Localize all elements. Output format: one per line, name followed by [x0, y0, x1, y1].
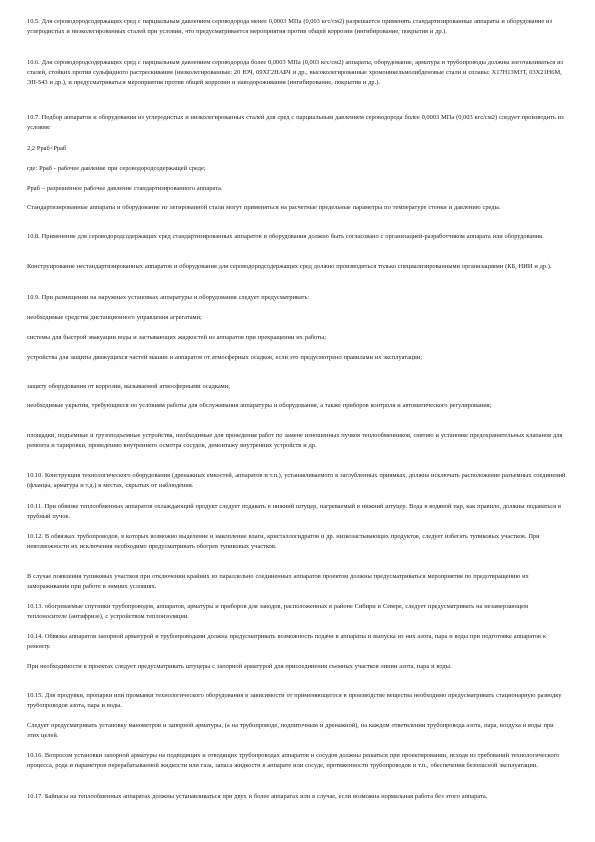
paragraph-10-12: 10.12. В обвязках трубопроводов, в которых возможно выделение и накопление влаги, кристаллогидратов и др. низкозастывающих продуктов, следует избегать тупиковых участков. При невозможности их исключения необходимо предусматривать обогрев тупиковых участков. — [27, 533, 540, 550]
paragraph-10-16: 10.16. Вопросом установки запорной арматуры на подводящих и отводящих трубопроводах аппаратов и сосудов должны решаться при проектировании, исходя из требований технологического процесса, рода и параметров перерабатываемой жидкости или газа, запаса жидкости в аппарате или сосуде, протяженности трубопроводов и т.п., обеспечения безопасной эксплуатации. — [27, 752, 560, 769]
paragraph-where-rrab: где: Рраб - рабочее давление при сероводородсодержащей среде; — [27, 165, 206, 172]
paragraph-10-7: 10.7. Подбор аппаратов и оборудования из углеродистых и низколегированных сталей для сред с парциальным давлением сероводорода более 0,0003 МПа (0,003 кгс/см2) следует производить из условия: — [27, 114, 564, 131]
paragraph-10-10: 10.10. Конструкция технологического оборудования (дренажных емкостей, аппаратов и т.п.), устанавливаемого в заглубленных приямках, должна исключать расположение разъемных соединений (фланцы, арматура и т.д.) в местах, скрытых от наблюдения. — [27, 472, 566, 489]
paragraph-10-13: 10.13. обогреваемые спутники трубопроводов, аппаратов, арматуры и приборов для заводов, расположенных в районе Сибири и Севере, следует предусматривать на незамерзающем теплоносителе (антифризе), с устройством теплоизоляции. — [27, 603, 529, 620]
paragraph-standard-alloy: Стандартизированные аппараты и оборудование из легированной стали могут применяться на расчетные предельные параметры по температуре стенки и давлению среды. — [27, 204, 501, 211]
paragraph-remote-control: необходимые средства дистанционного управления агрегатами; — [27, 314, 202, 321]
paragraph-nozzles: При необходимости в проектах следует предусматривать штуцеры с запорной арматурой для присоединения съемных участков линии азота, пара и воды. — [27, 663, 452, 670]
paragraph-platforms: площадки, подъемные и грузоподъемные устройства, необходимые для проведения работ по замене изношенных пучков теплообменников, снятию и установке предохранительных клапанов для ремонта и тарировки, проведению внутреннего осмотра сосудов, демонтажу внутренних устройств и др. — [27, 432, 563, 449]
paragraph-10-11: 10.11. При обвязке теплообменных аппаратов охлаждающий продукт следует подавать в нижний штуцер, нагреваемый в нижний штуцер. Вода в водяной пар, как правило, должны подаваться в трубный пучок. — [27, 503, 562, 520]
paragraph-manometers: Следует предусматривать установку манометров и запорной арматуры, (а на трубопроводе, подпиточным и дренажной), на каждом ответвлении трубопровода азота, пара, воздуха и воды при этих целей. — [27, 722, 554, 739]
paragraph-formula: 2,2 Рраб<Рраб — [27, 145, 67, 152]
paragraph-corrosion: защиту оборудования от коррозии, вызываемой атмосферными осадками; — [27, 383, 230, 390]
paragraph-weather-protect: устройства для защиты движущихся частей машин и аппаратов от атмосферных осадков, если это предусмотрено правилами их эксплуатации; — [27, 354, 423, 361]
paragraph-design-nonstd: Конструирование нестандартизированных аппаратов и оборудования для сероводородсодержащих сред должно производиться только специализированными организациями (КБ, НИИ и др.). — [27, 263, 552, 270]
paragraph-10-8: 10.8. Применение для сероводородсодержащих сред стандартизированных аппаратов и оборудования должно быть согласовано с организацией-разработчиком аппарата или оборудования. — [27, 233, 544, 240]
paragraph-dead-ends: В случае появления тупиковых участков при отключении крайних из параллельно соединенных аппаратов проектом должны предусматриваться мероприятия по предотвращению их замораживания при работе в зимних условиях. — [27, 573, 529, 590]
paragraph-10-15: 10.15. Для продувки, пропарки или промывки технологического оборудования в зависимости от применяющегося в производстве вещества необходимо предусматривать стационарную разводку трубопроводов азота, пара и воды. — [27, 692, 562, 709]
paragraph-10-6: 10.6. Для сероводородсодержащих сред с парциальным давлением сероводорода более 0,0003 МПа (0,003 кгс/см2) аппараты, оборудование, арматура и трубопроводы должны изготавливаться из сталей, стойких против сульфидного растрескивания (низколегированные: 20 ЮЧ, 09ХГ2НАБЧ и др., высоколегированные хромоникельмолибденовые стали и сплавы: Х17Н13М3Т, 03Х21Н6М, ЭП-543 и др.), и предусматриваться мероприятия против общей коррозии и наводороживания (ингибирование, покрытия и др.). — [27, 59, 564, 86]
paragraph-10-9: 10.9. При размещении на наружных установках аппаратуры и оборудования следует предусматривать: — [27, 294, 310, 301]
paragraph-10-17: 10.17. Байпасы на теплообменных аппаратах должны устанавливаться при двух и более аппаратах или в случае, если возможна нормальная работа без этого аппарата. — [27, 793, 488, 800]
paragraph-shelters: необходимые укрытия, требующиеся по условиям работы для обслуживания аппаратуры и оборудования, а также приборов контроля и автоматического регулирования; — [27, 402, 492, 409]
paragraph-10-14: 10.14. Обвязка аппаратов запорной арматурой и трубопроводами должна предусматривать возможность подачи в аппараты и выпуска из них азота, пара и воды при подготовке аппаратов к ремонту. — [27, 633, 546, 650]
paragraph-10-5: 10.5. Для сероводородсодержащих сред с парциальным давлением сероводорода менее 0,0003 МПа (0,003 кгс/см2) разрешается применять стандартизированные аппараты и оборудование из углеродистых и низколегированных сталей при условии, что предусматривается мероприятия против общей коррозии (ингибирование, покрытия и др.). — [27, 18, 553, 35]
document-page — [27, 0, 567, 842]
paragraph-evacuation: системы для быстрой эвакуации воды и застывающих жидкостей из аппаратов при прекращении их работы; — [27, 334, 326, 341]
paragraph-allowed-rrab: Рраб – разрешенное рабочее давление стандартизированного аппарата. — [27, 185, 223, 192]
